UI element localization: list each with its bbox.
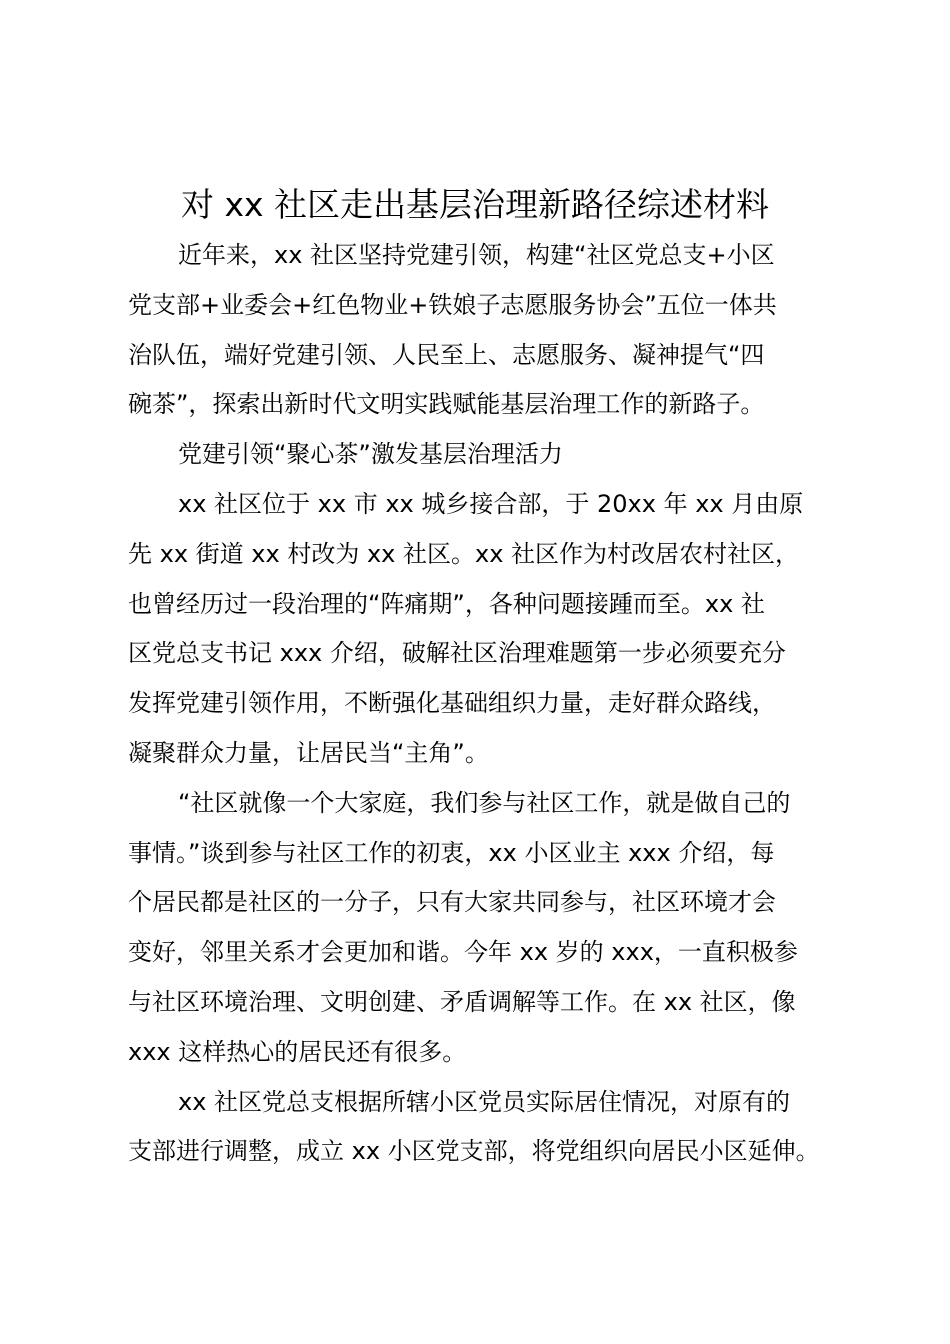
text-line: xx 社区党总支根据所辖小区党员实际居住情况，对原有的 [178,1087,791,1116]
text-line: 区党总支书记 xxx 介绍，破解社区治理难题第一步必须要充分 [128,639,786,668]
text-line: 凝聚群众力量，让居民当“主角”。 [128,738,489,767]
text-line: 事情。”谈到参与社区工作的初衷，xx 小区业主 xxx 介绍，每 [128,838,775,867]
section-heading [128,430,838,480]
text-line: 近年来，xx 社区坚持党建引领，构建“社区党总支+小区 [178,241,775,269]
text-line: “社区就像一个大家庭，我们参与社区工作，就是做自己的 [178,788,791,817]
paragraph-party-branch [128,1078,838,1178]
text-line: xx 社区位于 xx 市 xx 城乡接合部，于 20xx 年 xx 月由原 [178,489,804,518]
text-line: 支部进行调整，成立 xx 小区党支部，将党组织向居民小区延伸。 [128,1137,820,1166]
paragraph-intro [128,231,838,430]
text-line: 党支部+业委会+红色物业+铁娘子志愿服务协会”五位一体共 [128,290,777,319]
text-line: 个居民都是社区的一分子，只有大家共同参与，社区环境才会 [128,888,776,917]
text-line: 先 xx 街道 xx 村改为 xx 社区。xx 社区作为村改居农村社区， [128,539,800,568]
text-line: 发挥党建引领作用，不断强化基础组织力量，走好群众路线， [128,689,776,718]
text-line: 碗茶”，探索出新时代文明实践赋能基层治理工作的新路子。 [128,390,765,419]
text-line: xxx 这样热心的居民还有很多。 [128,1037,467,1066]
paragraph-resident-quote [128,779,838,1078]
text-line: 也曾经历过一段治理的“阵痛期”，各种问题接踵而至。xx 社 [128,589,765,618]
text-line: 党建引领“聚心茶”激发基层治理活力 [178,440,563,469]
text-line: 变好，邻里关系才会更加和谐。今年 xx 岁的 xxx，一直积极参 [128,938,798,967]
text-line: 治队伍，端好党建引领、人民至上、志愿服务、凝神提气“四 [128,340,765,369]
paragraph-background [128,480,838,779]
document-title: 对 xx 社区走出基层治理新路径综述材料 [180,185,770,224]
document-body [128,231,838,1177]
text-line: 与社区环境治理、文明创建、矛盾调解等工作。在 xx 社区，像 [128,987,796,1016]
